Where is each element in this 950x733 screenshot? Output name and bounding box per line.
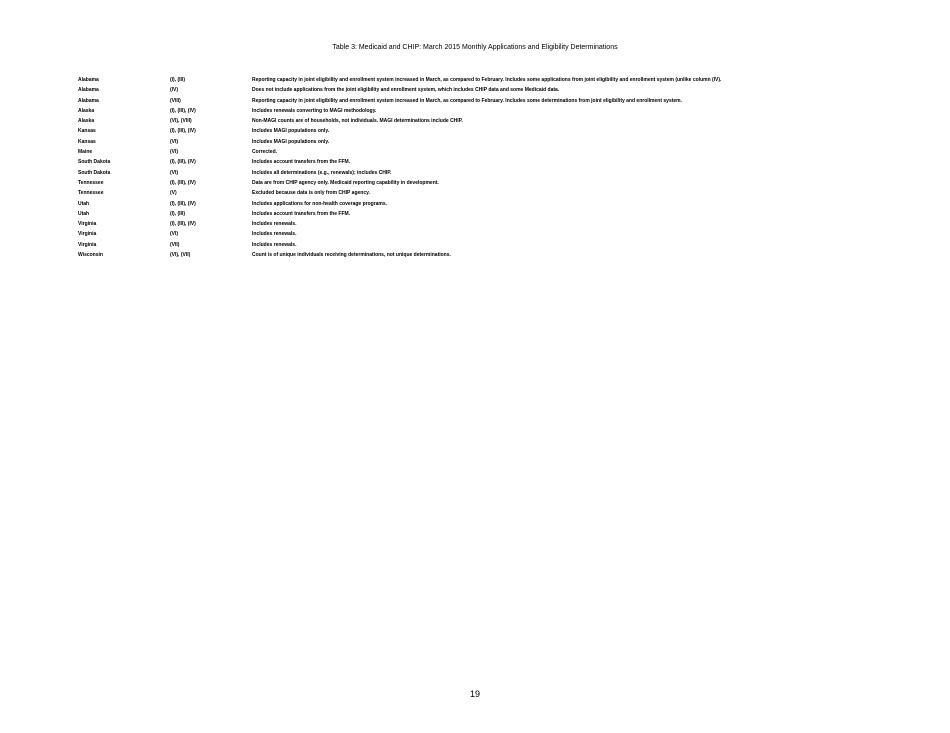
row-columns: (VII) bbox=[170, 241, 180, 248]
row-state: Utah bbox=[78, 200, 90, 207]
row-state: Tennessee bbox=[78, 190, 104, 197]
row-note: Includes renewals. bbox=[252, 221, 297, 228]
table-row bbox=[78, 157, 898, 167]
row-state: Virginia bbox=[78, 231, 97, 238]
table-row bbox=[78, 240, 898, 250]
table-row bbox=[78, 75, 898, 85]
row-note: Excluded because data is only from CHIP agency. bbox=[252, 190, 370, 197]
row-state: Alaska bbox=[78, 118, 95, 125]
row-state: Alabama bbox=[78, 87, 99, 94]
table-row bbox=[78, 219, 898, 229]
row-note: Count is of unique individuals receiving determinations, not unique determinations. bbox=[252, 252, 451, 259]
row-note: Includes account transfers from the FFM. bbox=[252, 159, 351, 166]
table-row bbox=[78, 199, 898, 209]
row-state: Alaska bbox=[78, 107, 95, 114]
table-row bbox=[78, 209, 898, 219]
row-columns: (I), (III), (IV) bbox=[170, 221, 196, 228]
row-note: Non-MAGI counts are of households, not individuals. MAGI determinations include CHIP. bbox=[252, 118, 463, 125]
row-columns: (IV) bbox=[170, 87, 179, 94]
row-state: South Dakota bbox=[78, 169, 111, 176]
row-state: Alabama bbox=[78, 77, 99, 83]
row-state: South Dakota bbox=[78, 159, 111, 166]
row-note: Includes all determinations (e.g., renewals); includes CHIP. bbox=[252, 169, 392, 176]
table-row bbox=[78, 126, 898, 136]
row-columns: (VIII) bbox=[170, 97, 181, 104]
row-columns: (I), (III), (IV) bbox=[170, 128, 196, 135]
table-row bbox=[78, 188, 898, 198]
row-columns: (VI), (VIII) bbox=[170, 118, 192, 125]
row-note: Includes MAGI populations only. bbox=[252, 138, 330, 145]
notes-table bbox=[78, 75, 898, 260]
page-number: 19 bbox=[469, 689, 480, 699]
table-row bbox=[78, 106, 898, 116]
row-note: Corrected. bbox=[252, 149, 278, 156]
row-columns: (I), (III), (IV) bbox=[170, 179, 196, 186]
row-state: Alabama bbox=[78, 97, 99, 104]
row-columns: (VI) bbox=[170, 149, 179, 156]
row-columns: (I), (III), (IV) bbox=[170, 159, 196, 166]
table-row bbox=[78, 147, 898, 157]
row-columns: (VI) bbox=[170, 138, 179, 145]
row-note: Does not include applications from the joint eligibility and enrollment system, which includes CHIP data and some Medicaid data. bbox=[252, 87, 560, 94]
notes-table-body bbox=[78, 75, 898, 260]
row-columns: (I), (III), (IV) bbox=[170, 200, 196, 207]
row-columns: (VI), (VII) bbox=[170, 252, 191, 259]
table-row bbox=[78, 85, 898, 95]
row-state: Virginia bbox=[78, 241, 97, 248]
table-row bbox=[78, 229, 898, 239]
row-note: Includes account transfers from the FFM. bbox=[252, 210, 351, 217]
row-note: Includes MAGI populations only. bbox=[252, 128, 330, 135]
page-title: Table 3: Medicaid and CHIP: March 2015 Monthly Applications and Eligibility Determinations bbox=[332, 44, 618, 51]
table-row bbox=[78, 178, 898, 188]
row-note: Includes renewals. bbox=[252, 241, 297, 248]
row-state: Tennessee bbox=[78, 179, 104, 186]
row-note: Includes renewals. bbox=[252, 231, 297, 238]
row-columns: (I), (III), (IV) bbox=[170, 107, 196, 114]
row-note: Data are from CHIP agency only. Medicaid reporting capability in development. bbox=[252, 179, 439, 186]
row-state: Wisconsin bbox=[78, 252, 103, 259]
row-columns: (I), (III) bbox=[170, 77, 185, 83]
row-note: Reporting capacity in joint eligibility and enrollment system increased in March, as compared to February. Includes some applications from joint eligibility and enrollment system (unlike column (IV). bbox=[252, 77, 722, 83]
row-note: Includes applications for non-health coverage programs. bbox=[252, 200, 388, 207]
table-row bbox=[78, 96, 898, 106]
row-note: Includes renewals converting to MAGI methodology. bbox=[252, 107, 377, 114]
row-columns: (VI) bbox=[170, 231, 179, 238]
table-row bbox=[78, 250, 898, 260]
row-state: Utah bbox=[78, 210, 90, 217]
row-state: Kansas bbox=[78, 128, 96, 135]
row-state: Kansas bbox=[78, 138, 96, 145]
row-columns: (I), (III) bbox=[170, 210, 185, 217]
row-columns: (VI) bbox=[170, 169, 179, 176]
table-row bbox=[78, 116, 898, 126]
table-row bbox=[78, 168, 898, 178]
row-columns: (V) bbox=[170, 190, 177, 197]
table-row bbox=[78, 137, 898, 147]
row-state: Maine bbox=[78, 149, 93, 156]
row-note: Reporting capacity in joint eligibility and enrollment system increased in March, as compared to February. Includes some determinations from joint eligibility and enrollment system. bbox=[252, 97, 683, 104]
row-state: Virginia bbox=[78, 221, 97, 228]
